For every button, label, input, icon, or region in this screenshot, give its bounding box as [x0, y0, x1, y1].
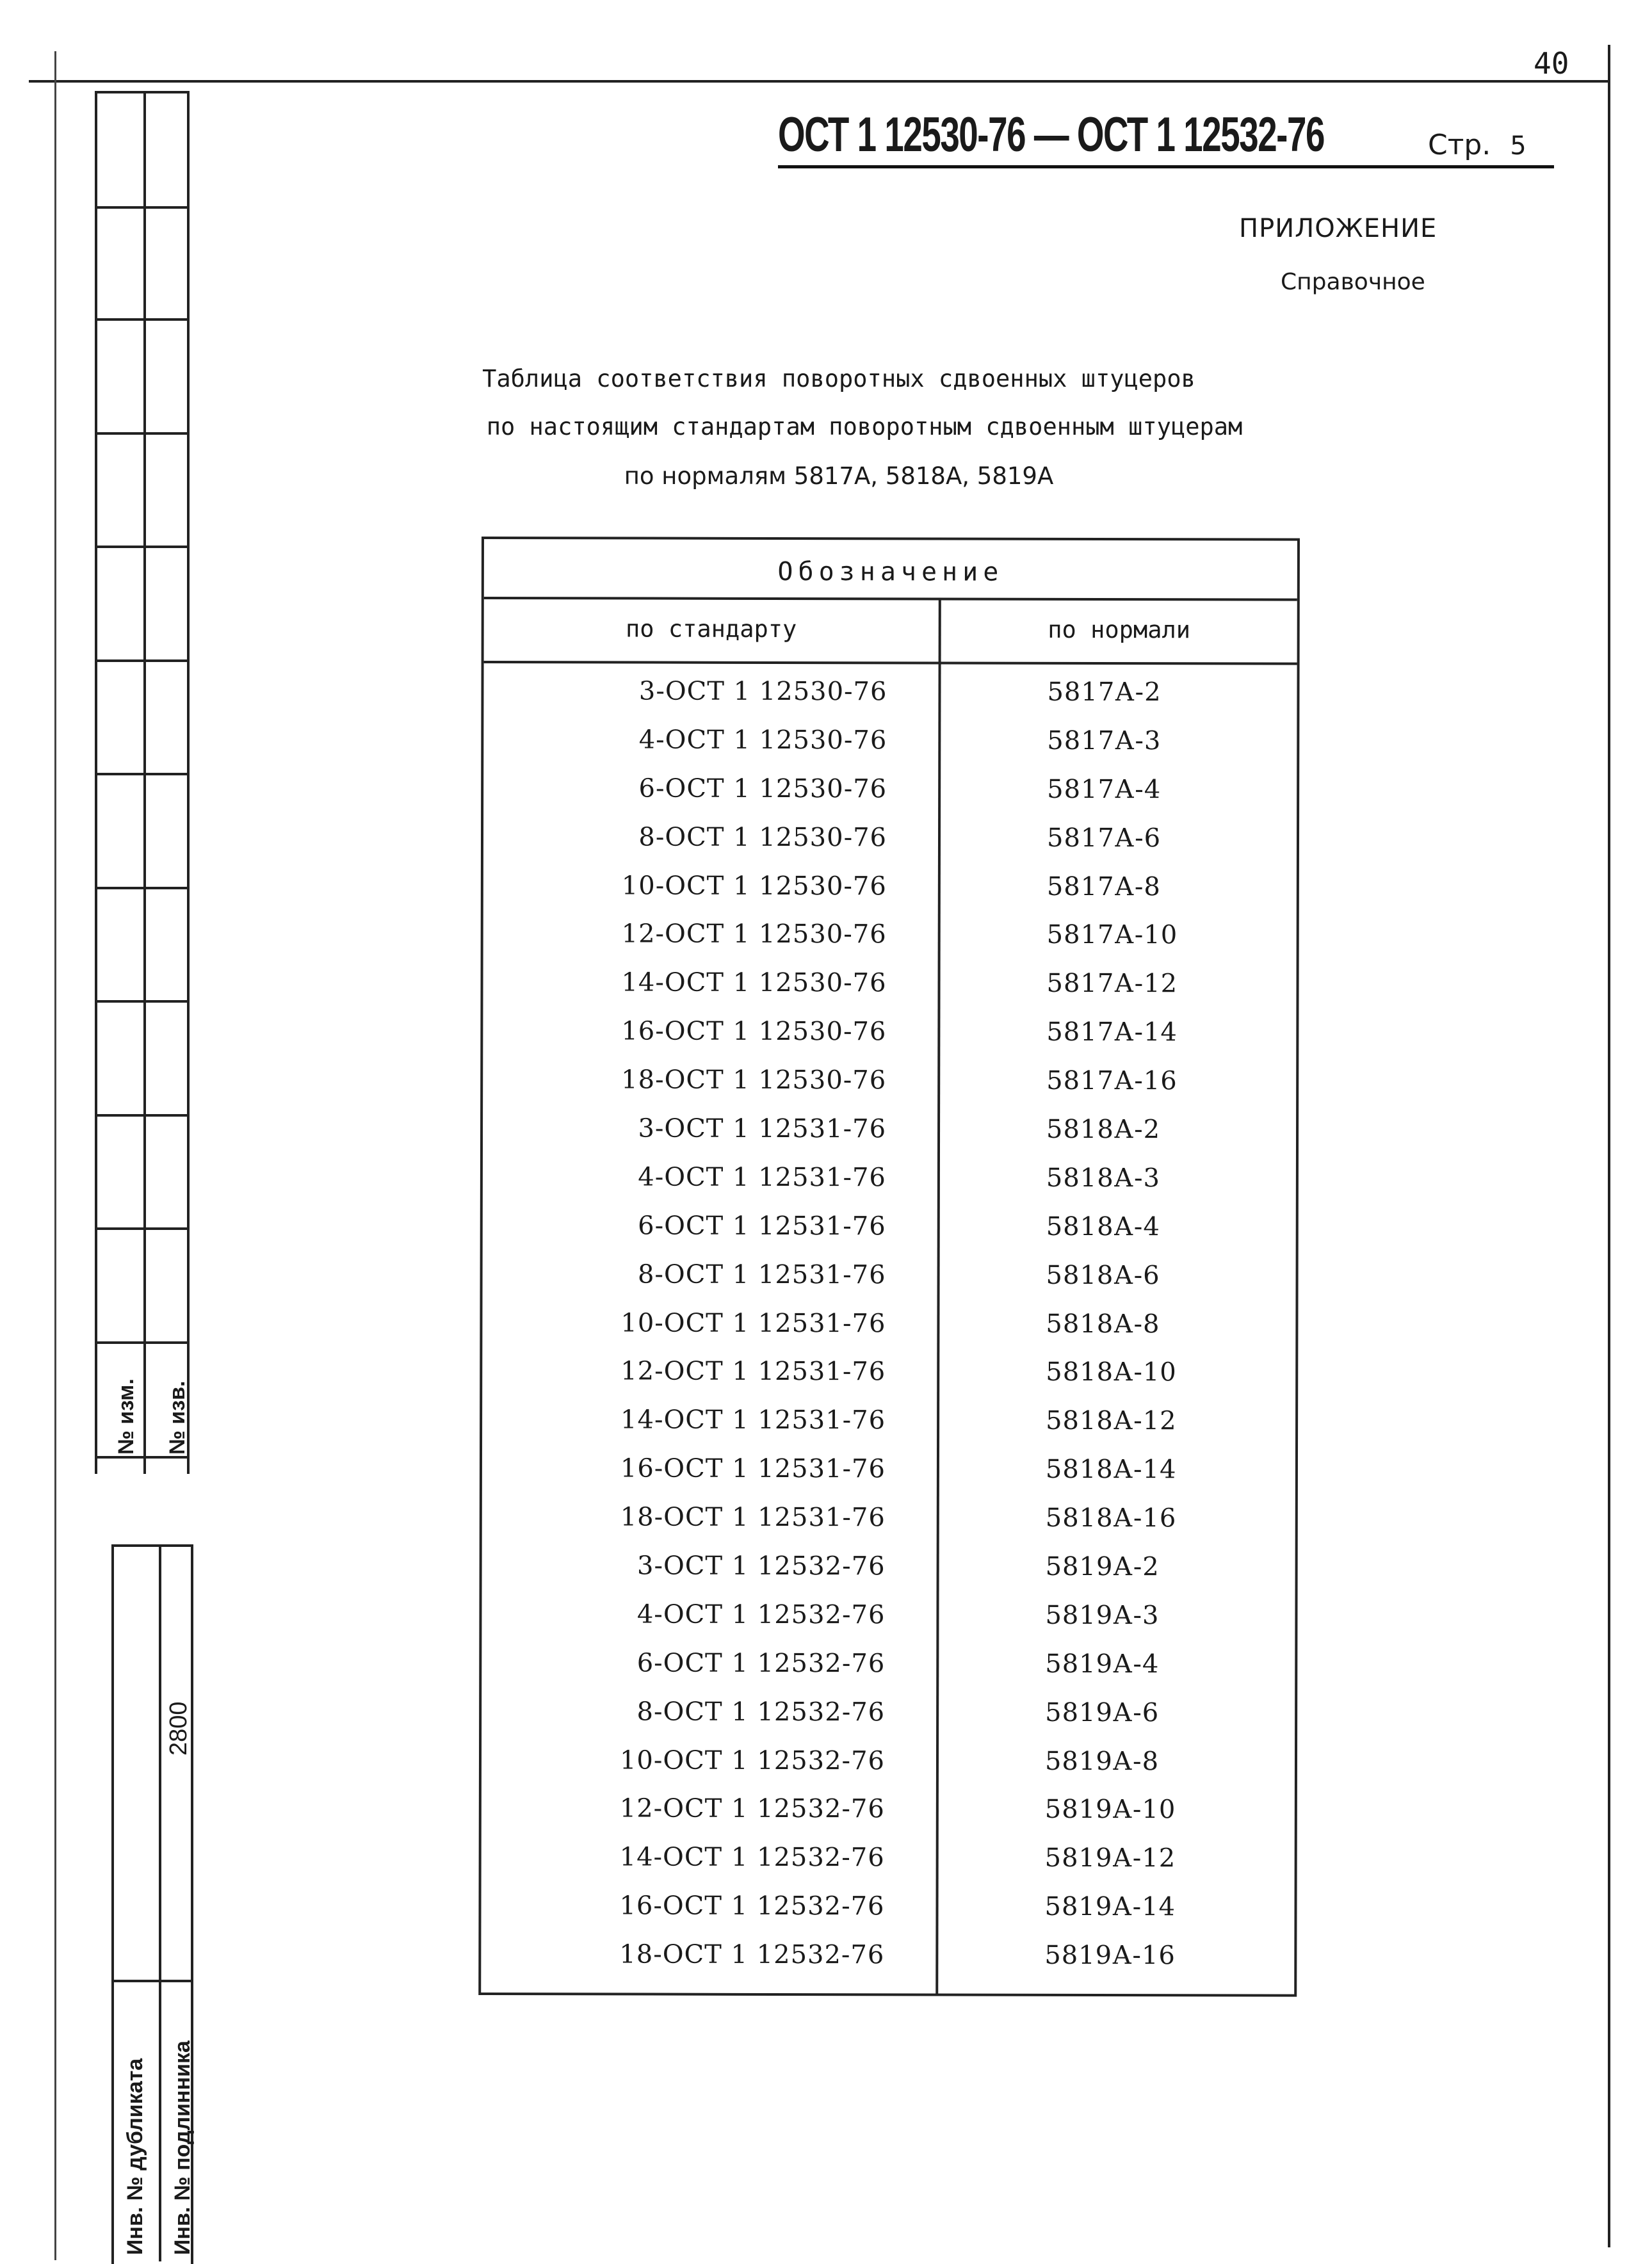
table-row — [483, 1202, 1296, 1252]
column-header-standard: по стандарту — [625, 615, 797, 643]
table-row — [481, 1882, 1294, 1932]
norm-designation-cell: 5817А-6 — [1046, 823, 1162, 853]
norm-designation-cell: 5818А-12 — [1046, 1406, 1177, 1436]
table-row — [482, 1736, 1295, 1787]
table-row — [482, 1493, 1295, 1544]
standard-designation-cell: 10-ОСТ 1 12530-76 — [621, 871, 887, 901]
norm-designation-cell: 5818А-14 — [1045, 1455, 1177, 1485]
table-row — [483, 1007, 1296, 1058]
norm-designation-cell: 5819А-3 — [1045, 1600, 1160, 1631]
standard-designation-cell: 6-ОСТ 1 12530-76 — [638, 773, 887, 804]
table-row — [483, 958, 1296, 1009]
standard-designation-cell: 4-ОСТ 1 12532-76 — [636, 1599, 886, 1630]
norm-designation-cell: 5817А-12 — [1046, 969, 1178, 999]
stamp-row-line — [95, 1341, 190, 1344]
stamp-column-line — [95, 91, 97, 1474]
frame-top-rule — [29, 80, 1609, 83]
table-row — [481, 1930, 1294, 1981]
standard-designation-cell: 16-ОСТ 1 12531-76 — [620, 1453, 886, 1484]
table-row — [482, 1688, 1295, 1738]
table-caption-line-2: по настоящим стандартам поворотным сдвоенным штуцерам — [486, 413, 1243, 441]
standard-designation-cell: 18-ОСТ 1 12532-76 — [619, 1939, 885, 1970]
stamp-row-line — [95, 206, 190, 209]
norm-designation-cell: 5819А-2 — [1045, 1551, 1160, 1582]
stamp-row-line — [95, 546, 190, 548]
table-row — [482, 1542, 1295, 1592]
norm-designation-cell: 5817А-14 — [1046, 1017, 1178, 1047]
standard-designation-cell: 14-ОСТ 1 12532-76 — [619, 1842, 885, 1873]
table-row — [483, 764, 1297, 815]
stamp-row-line — [95, 432, 190, 435]
norm-designation-cell: 5817А-3 — [1047, 725, 1162, 756]
inventory-box-divider — [159, 1544, 161, 2261]
standard-designation: ОСТ 1 12530-76 — ОСТ 1 12532-76 — [778, 108, 1324, 162]
appendix-type: Справочное — [1281, 269, 1425, 295]
standard-designation-cell: 12-ОСТ 1 12532-76 — [619, 1793, 885, 1824]
table-row — [482, 1444, 1295, 1495]
table-row — [483, 667, 1297, 718]
table-row — [483, 862, 1297, 912]
standard-designation-cell: 3-ОСТ 1 12530-76 — [638, 676, 887, 707]
standard-designation-cell: 10-ОСТ 1 12532-76 — [619, 1745, 886, 1775]
norm-designation-cell: 5819А-4 — [1045, 1649, 1160, 1679]
norm-designation-cell: 5817А-10 — [1046, 920, 1178, 950]
table-row — [482, 1299, 1295, 1350]
norm-designation-cell: 5817А-8 — [1046, 871, 1161, 902]
standard-designation-cell: 3-ОСТ 1 12532-76 — [636, 1551, 886, 1581]
standard-designation-cell: 16-ОСТ 1 12532-76 — [619, 1891, 885, 1921]
stamp-column-line — [187, 91, 190, 1474]
norm-designation-cell: 5818А-4 — [1046, 1211, 1160, 1242]
norm-designation-cell: 5818А-16 — [1045, 1503, 1177, 1533]
stamp-row-line — [95, 887, 190, 889]
norm-designation-cell: 5818А-10 — [1046, 1357, 1177, 1387]
original-inventory-value: 2800 — [165, 1701, 192, 1756]
standard-designation-cell: 4-ОСТ 1 12530-76 — [638, 725, 887, 756]
standard-designation-cell: 18-ОСТ 1 12530-76 — [621, 1065, 887, 1096]
table-row — [483, 1104, 1296, 1155]
standard-designation-cell: 8-ОСТ 1 12532-76 — [636, 1697, 886, 1727]
table-row — [483, 716, 1297, 766]
standard-designation-cell: 18-ОСТ 1 12531-76 — [620, 1502, 886, 1533]
norm-designation-cell: 5817А-2 — [1047, 677, 1162, 707]
frame-right-rule — [1608, 45, 1610, 2247]
stamp-row-line — [95, 1227, 190, 1230]
frame-left-edge — [54, 51, 56, 2260]
correspondence-table — [478, 537, 1300, 1997]
stamp-row-line — [95, 773, 190, 775]
table-row — [483, 1153, 1296, 1204]
standard-designation-cell: 8-ОСТ 1 12531-76 — [637, 1259, 886, 1290]
standard-designation-cell: 10-ОСТ 1 12531-76 — [620, 1308, 886, 1338]
standard-designation-cell: 6-ОСТ 1 12531-76 — [638, 1211, 886, 1241]
norm-designation-cell: 5819А-12 — [1044, 1843, 1176, 1873]
table-row — [483, 813, 1297, 864]
stamp-row-line — [95, 91, 190, 93]
table-row — [482, 1833, 1295, 1884]
stamp-row-line — [95, 318, 190, 321]
change-number-label: № изм. — [114, 1379, 138, 1455]
notice-number-label: № изв. — [165, 1380, 190, 1455]
norm-designation-cell: 5818А-8 — [1046, 1309, 1160, 1339]
page-number: 5 — [1510, 131, 1526, 161]
norm-designation-cell: 5818А-6 — [1046, 1260, 1160, 1290]
page-label: Стр. — [1428, 129, 1491, 161]
standard-designation-cell: 14-ОСТ 1 12531-76 — [620, 1405, 886, 1435]
column-header-norm: по нормали — [1048, 615, 1191, 644]
original-inventory-label: Инв. № подлинника — [170, 2041, 195, 2255]
duplicate-inventory-label: Инв. № дубликата — [123, 2058, 147, 2255]
stamp-row-line — [95, 1000, 190, 1003]
stamp-column-line — [143, 91, 146, 1474]
revision-stamp-strip — [95, 91, 200, 2261]
standard-designation-cell: 6-ОСТ 1 12532-76 — [636, 1648, 886, 1679]
norm-designation-cell: 5819А-10 — [1044, 1795, 1176, 1825]
norm-designation-cell: 5819А-14 — [1044, 1892, 1176, 1922]
norm-designation-cell: 5819А-16 — [1044, 1941, 1176, 1971]
table-row — [483, 1056, 1296, 1106]
document-header — [778, 108, 1554, 168]
standard-designation-cell: 14-ОСТ 1 12530-76 — [621, 967, 887, 998]
table-group-header: Обозначение — [484, 539, 1297, 601]
table-caption-line-3: по нормалям 5817А, 5818А, 5819А — [624, 462, 1054, 490]
norm-designation-cell: 5817А-4 — [1047, 774, 1162, 805]
stamp-row-line — [95, 659, 190, 662]
table-row — [483, 1250, 1296, 1301]
standard-designation-cell: 12-ОСТ 1 12530-76 — [621, 919, 887, 950]
sheet-number: 40 — [1534, 46, 1569, 81]
norm-designation-cell: 5818А-3 — [1046, 1163, 1161, 1193]
norm-designation-cell: 5818А-2 — [1046, 1114, 1161, 1145]
page-indicator — [1428, 129, 1526, 161]
standard-designation-cell: 8-ОСТ 1 12530-76 — [638, 822, 887, 852]
norm-designation-cell: 5819А-8 — [1044, 1746, 1160, 1776]
norm-designation-cell: 5817А-16 — [1046, 1065, 1178, 1096]
table-row — [482, 1590, 1295, 1641]
inventory-box-row-line — [111, 1980, 191, 1982]
table-row — [482, 1396, 1295, 1446]
table-caption-line-1: Таблица соответствия поворотных сдвоенных штуцеров — [482, 365, 1195, 392]
standard-designation-cell: 3-ОСТ 1 12531-76 — [638, 1113, 887, 1144]
table-row — [482, 1347, 1295, 1398]
stamp-row-line — [95, 1456, 190, 1459]
table-row — [482, 1784, 1295, 1835]
table-row — [482, 1639, 1295, 1690]
norm-designation-cell: 5819А-6 — [1045, 1697, 1160, 1727]
stamp-row-line — [95, 1114, 190, 1117]
table-row — [483, 910, 1297, 960]
standard-designation-cell: 12-ОСТ 1 12531-76 — [620, 1356, 886, 1387]
standard-designation-cell: 16-ОСТ 1 12530-76 — [621, 1016, 887, 1047]
table-body — [481, 667, 1297, 1981]
standard-designation-cell: 4-ОСТ 1 12531-76 — [638, 1162, 886, 1193]
appendix-title: ПРИЛОЖЕНИЕ — [1239, 214, 1437, 243]
